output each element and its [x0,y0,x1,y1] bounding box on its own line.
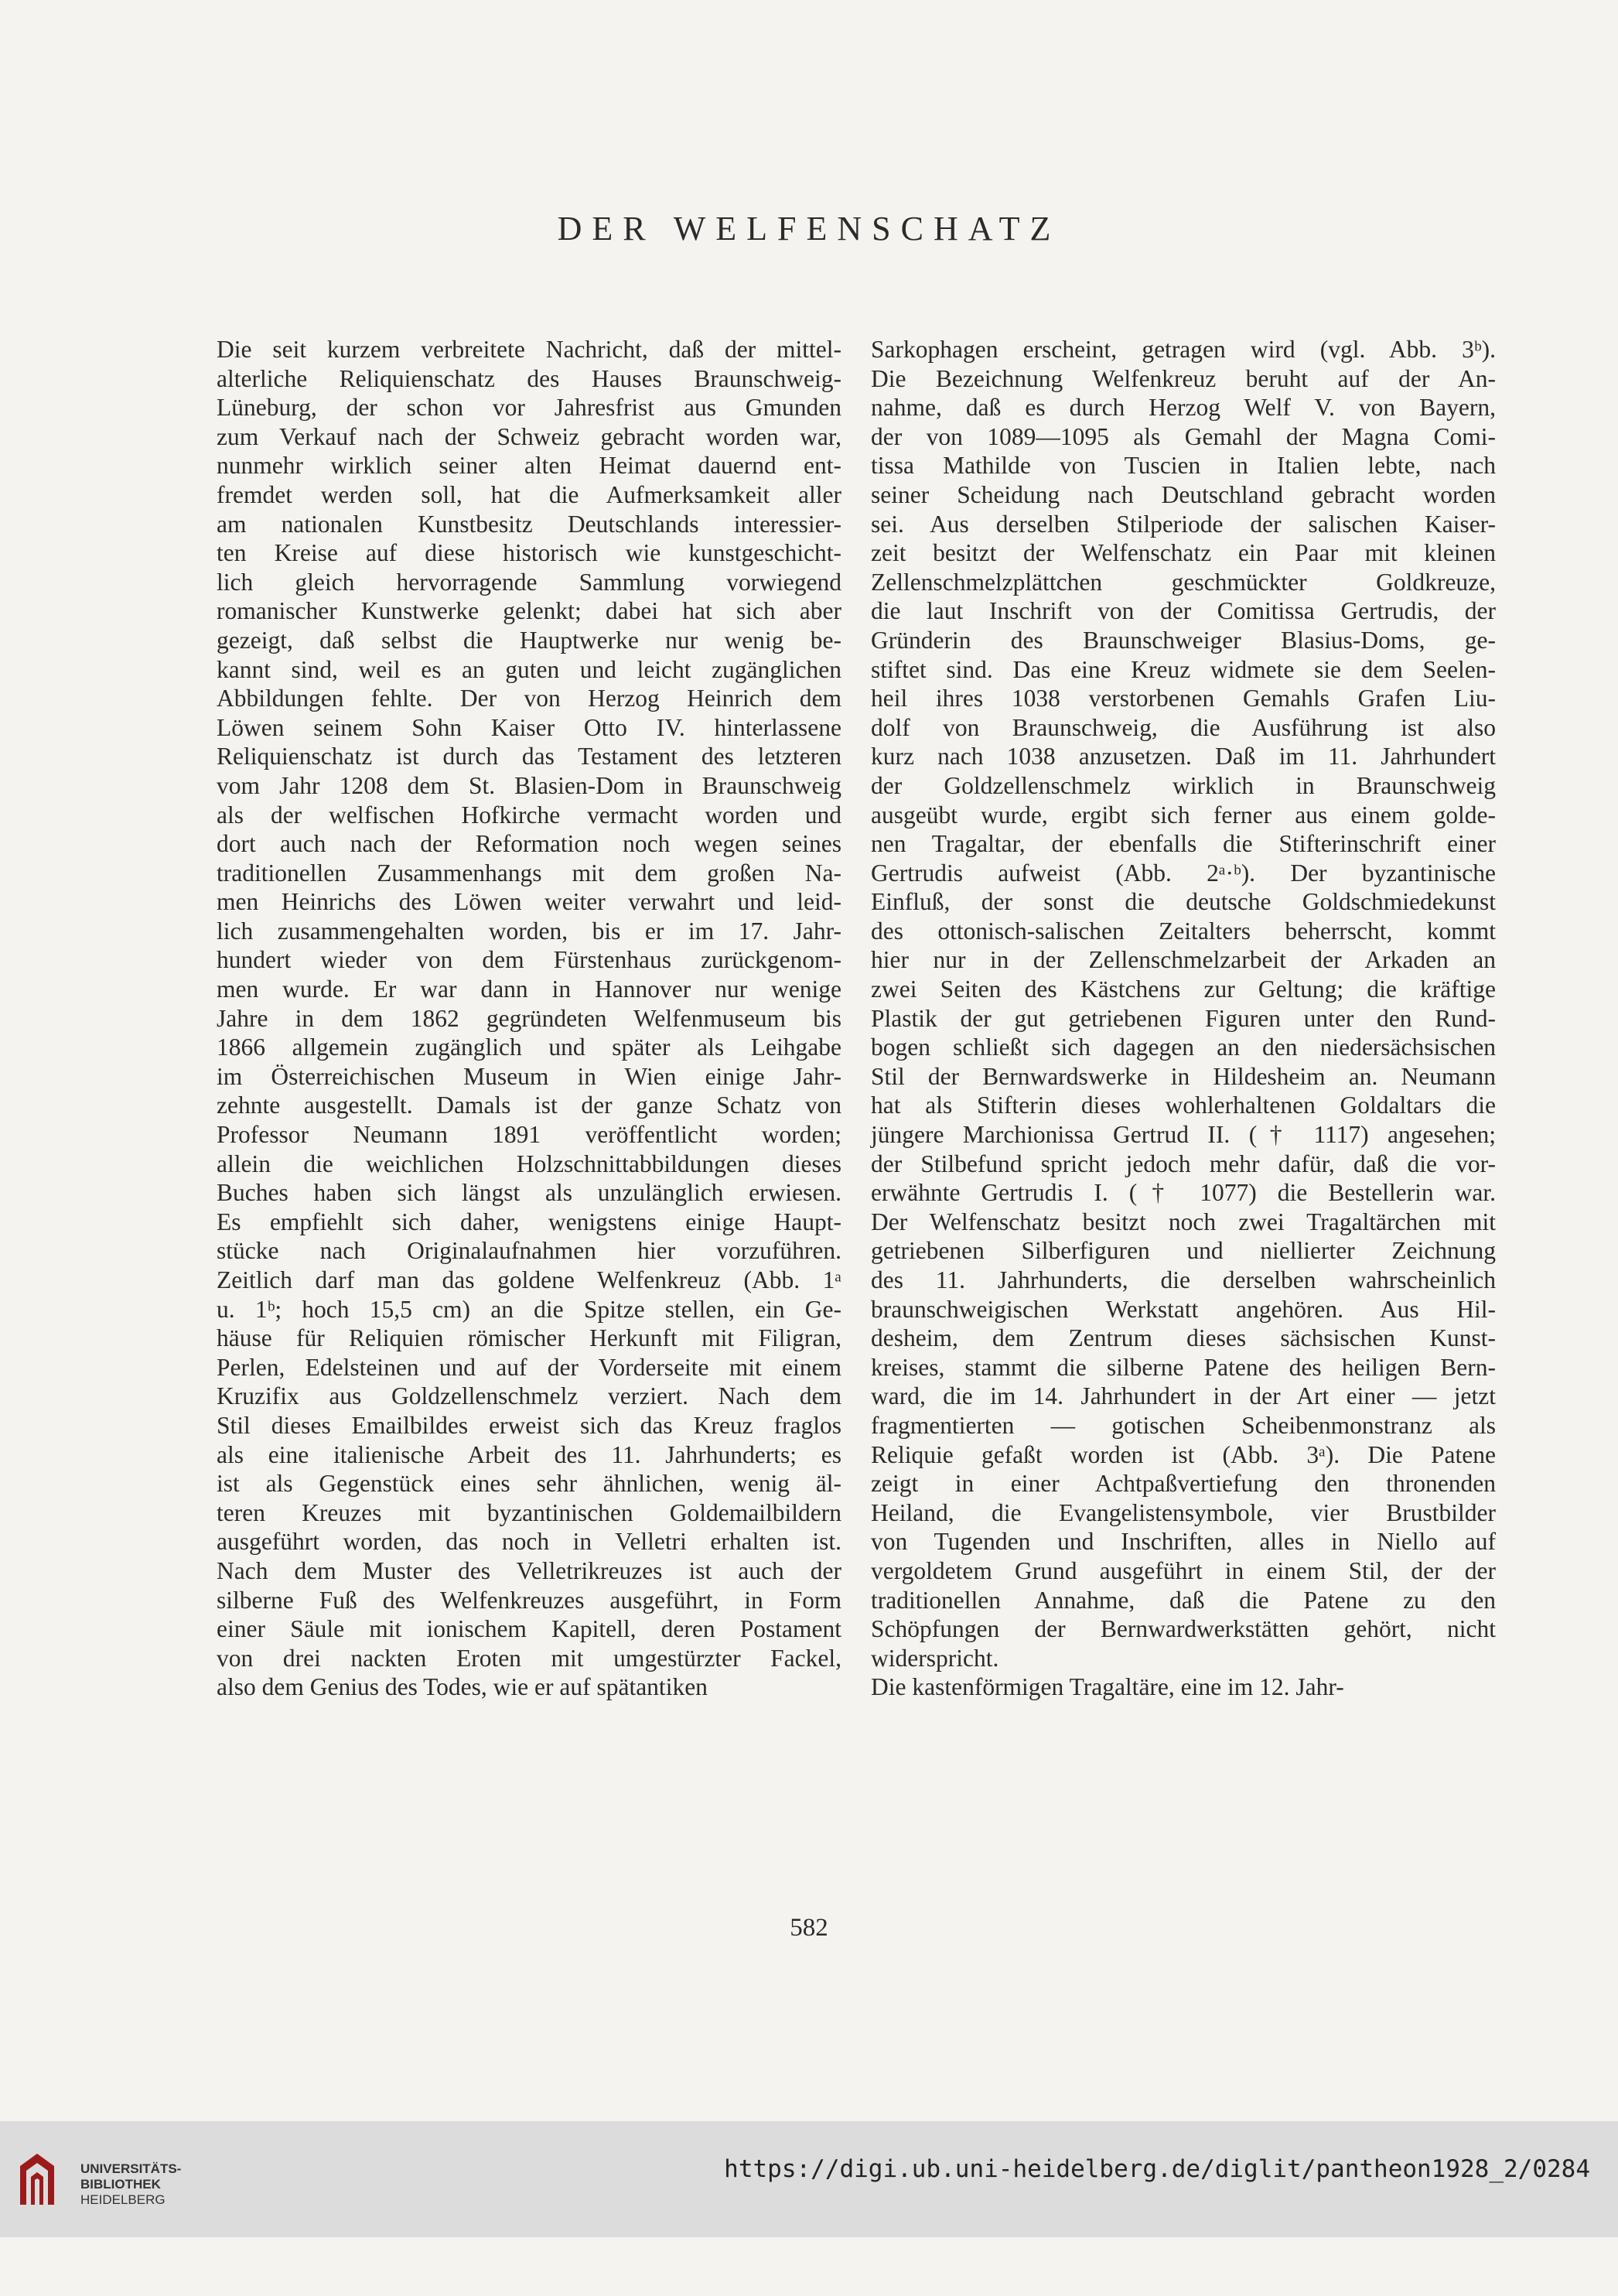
text-line: der von 1089—1095 als Gemahl der Magna Comi- [871,422,1496,450]
text-line: lich gleich hervorragende Sammlung vorwiegend [217,568,841,596]
text-line: nahme, daß es durch Herzog Welf V. von Bayern, [871,394,1496,422]
text-line: Löwen seinem Sohn Kaiser Otto IV. hinterlassene [217,713,841,741]
text-line: Zellenschmelzplättchen geschmückter Goldkreuze, [871,568,1496,596]
text-line: Kruzifix aus Goldzellenschmelz verziert. Nach dem [217,1382,841,1410]
text-line: einer Säule mit ionischem Kapitell, deren Postament [217,1615,841,1643]
text-line: kannt sind, weil es an guten und leicht zugänglichen [217,655,841,683]
text-line: Plastik der gut getriebenen Figuren unter den Rund- [871,1004,1496,1032]
text-line: fremdet werden soll, hat die Aufmerksamkeit aller [217,480,841,508]
text-line: zehnte ausgestellt. Damals ist der ganze Schatz von [217,1092,841,1119]
text-line: heil ihres 1038 verstorbenen Gemahls Grafen Liu- [871,685,1496,712]
text-line: Perlen, Edelsteinen und auf der Vorderseite mit einem [217,1353,841,1381]
text-line: Sarkophagen erscheint, getragen wird (vgl. Abb. 3ᵇ). [871,336,1496,363]
text-line: Einfluß, der sonst die deutsche Goldschmiedekunst [871,888,1496,916]
text-line: also dem Genius des Todes, wie er auf spätantiken [217,1673,708,1701]
page-number: 582 [790,1914,828,1942]
text-line: jüngere Marchionissa Gertrud II. († 1117) angesehen; [871,1121,1496,1149]
text-line: widerspricht. [871,1644,999,1672]
text-line: ausgeübt wurde, ergibt sich ferner aus einem golde- [871,801,1496,829]
text-line: tissa Mathilde von Tuscien in Italien lebte, nach [871,452,1496,480]
text-line: dort auch nach der Reformation noch wegen seines [217,830,841,858]
text-line: Es empfiehlt sich daher, wenigstens einige Haupt- [217,1208,841,1235]
text-line: als eine italienische Arbeit des 11. Jahrhunderts; es [217,1440,841,1468]
text-line: hier nur in der Zellenschmelzarbeit der Arkaden an [871,946,1496,974]
text-line: Stil der Bernwardswerke in Hildesheim an. Neumann [871,1062,1496,1090]
text-line: fragmentierten — gotischen Scheibenmonstranz als [871,1411,1496,1439]
text-line: hat als Stifterin dieses wohlerhaltenen Goldaltars die [871,1092,1496,1119]
text-line: häuse für Reliquien römischer Herkunft mit Filigran, [217,1324,841,1352]
text-line: des 11. Jahrhunderts, die derselben wahrscheinlich [871,1266,1496,1293]
text-line: stiftet sind. Das eine Kreuz widmete sie dem Seelen- [871,655,1496,683]
text-line: Professor Neumann 1891 veröffentlicht worden; [217,1121,841,1149]
text-line: Die kastenförmigen Tragaltäre, eine im 12. Jahr- [871,1673,1344,1701]
text-line: Nach dem Muster des Velletrikreuzes ist auch der [217,1556,841,1584]
text-line: sei. Aus derselben Stilperiode der salischen Kaiser- [871,510,1496,538]
text-line: am nationalen Kunstbesitz Deutschlands interessier- [217,510,841,538]
text-line: lich zusammengehalten worden, bis er im 17. Jahr- [217,917,841,945]
library-name [80,2161,181,2208]
text-line: Zeitlich darf man das goldene Welfenkreuz (Abb. 1ᵃ [217,1266,841,1293]
text-line: zeit besitzt der Welfenschatz ein Paar mit kleinen [871,539,1496,567]
text-line: Lüneburg, der schon vor Jahresfrist aus Gmunden [217,394,841,422]
library-name-line: BIBLIOTHEK [80,2177,161,2192]
text-line: kurz nach 1038 anzusetzen. Daß im 11. Jahrhundert [871,743,1496,770]
text-line: u. 1ᵇ; hoch 15,5 cm) an die Spitze stellen, ein Ge- [217,1295,841,1323]
text-line: bogen schließt sich dagegen an den niedersächsischen [871,1034,1496,1061]
text-line: men wurde. Er war dann in Hannover nur wenige [217,975,841,1003]
text-line: alterliche Reliquienschatz des Hauses Braunschweig- [217,364,841,392]
footer-bar [0,2121,1618,2237]
text-line: ten Kreise auf diese historisch wie kunstgeschicht- [217,539,841,567]
text-line: seiner Scheidung nach Deutschland gebracht worden [871,480,1496,508]
text-line: zwei Seiten des Kästchens zur Geltung; die kräftige [871,975,1496,1003]
text-line: ist als Gegenstück eines sehr ähnlichen, wenig äl- [217,1470,841,1498]
text-line: Die Bezeichnung Welfenkreuz beruht auf der An- [871,364,1496,392]
text-line: von Tugenden und Inschriften, alles in Niello auf [871,1528,1496,1556]
text-line: der Goldzellenschmelz wirklich in Braunschweig [871,771,1496,799]
text-line: ausgeführt worden, das noch in Velletri erhalten ist. [217,1528,841,1556]
text-line: desheim, dem Zentrum dieses sächsischen Kunst- [871,1324,1496,1352]
text-line: Reliquie gefaßt worden ist (Abb. 3ᵃ). Die Patene [871,1440,1496,1468]
text-line: die laut Inschrift von der Comitissa Gertrudis, der [871,597,1496,625]
text-line: Buches haben sich längst als unzulänglich erwiesen. [217,1179,841,1207]
text-line: silberne Fuß des Welfenkreuzes ausgeführt, in Form [217,1586,841,1614]
text-line: erwähnte Gertrudis I. († 1077) die Bestellerin war. [871,1179,1496,1207]
text-line: kreises, stammt die silberne Patene des heiligen Bern- [871,1353,1496,1381]
library-logo-icon [14,2151,60,2208]
text-line: Abbildungen fehlte. Der von Herzog Heinrich dem [217,685,841,712]
text-line: traditionellen Zusammenhangs mit dem großen Na- [217,859,841,887]
text-line: traditionellen Annahme, daß die Patene zu den [871,1586,1496,1614]
library-name-line: UNIVERSITÄTS- [80,2161,182,2176]
text-line: men Heinrichs des Löwen weiter verwahrt und leid- [217,888,841,916]
text-line: ward, die im 14. Jahrhundert in der Art einer — jetzt [871,1382,1496,1410]
text-line: hundert wieder von dem Fürstenhaus zurückgenom- [217,946,841,974]
text-line: im Österreichischen Museum in Wien einige Jahr- [217,1062,841,1090]
text-line: Gertrudis aufweist (Abb. 2ᵃ·ᵇ). Der byzantinische [871,859,1496,887]
text-line: vergoldetem Grund ausgeführt in einem Stil, der der [871,1556,1496,1584]
text-line: gezeigt, daß selbst die Hauptwerke nur wenig be- [217,626,841,654]
text-line: romanischer Kunstwerke gelenkt; dabei hat sich aber [217,597,841,625]
text-line: zeigt in einer Achtpaßvertiefung den thronenden [871,1470,1496,1498]
permalink-url[interactable]: https://digi.ub.uni-heidelberg.de/diglit/pantheon1928_2/0284 [724,2155,1590,2183]
text-line: Gründerin des Braunschweiger Blasius-Doms, ge- [871,626,1496,654]
text-column-right [871,335,1496,1702]
text-line: allein die weichlichen Holzschnittabbildungen dieses [217,1150,841,1177]
text-line: stücke nach Originalaufnahmen hier vorzuführen. [217,1237,841,1265]
text-line: Die seit kurzem verbreitete Nachricht, daß der mittel- [217,336,841,363]
text-line: Stil dieses Emailbildes erweist sich das Kreuz fraglos [217,1411,841,1439]
text-line: der Stilbefund spricht jedoch mehr dafür, daß die vor- [871,1150,1496,1177]
text-line: vom Jahr 1208 dem St. Blasien-Dom in Braunschweig [217,771,841,799]
text-line: teren Kreuzes mit byzantinischen Goldemailbildern [217,1498,841,1526]
text-line: Jahre in dem 1862 gegründeten Welfenmuseum bis [217,1004,841,1032]
text-column-left [217,335,841,1702]
text-line: zum Verkauf nach der Schweiz gebracht worden war, [217,422,841,450]
text-line: 1866 allgemein zugänglich und später als Leihgabe [217,1034,841,1061]
library-name-line: HEIDELBERG [80,2192,166,2207]
text-line: des ottonisch-salischen Zeitalters beherrscht, kommt [871,917,1496,945]
text-line: als der welfischen Hofkirche vermacht worden und [217,801,841,829]
text-line: nen Tragaltar, der ebenfalls die Stifterinschrift einer [871,830,1496,858]
text-line: braunschweigischen Werkstatt angehören. Aus Hil- [871,1295,1496,1323]
text-line: getriebenen Silberfiguren und niellierter Zeichnung [871,1237,1496,1265]
text-line: Heiland, die Evangelistensymbole, vier Brustbilder [871,1498,1496,1526]
text-line: nunmehr wirklich seiner alten Heimat dauernd ent- [217,452,841,480]
text-line: von drei nackten Eroten mit umgestürzter Fackel, [217,1644,841,1672]
page-title: DER WELFENSCHATZ [557,210,1061,248]
text-line: dolf von Braunschweig, die Ausführung ist also [871,713,1496,741]
text-line: Reliquienschatz ist durch das Testament des letzteren [217,743,841,770]
text-line: Schöpfungen der Bernwardwerkstätten gehört, nicht [871,1615,1496,1643]
text-line: Der Welfenschatz besitzt noch zwei Tragaltärchen mit [871,1208,1496,1235]
